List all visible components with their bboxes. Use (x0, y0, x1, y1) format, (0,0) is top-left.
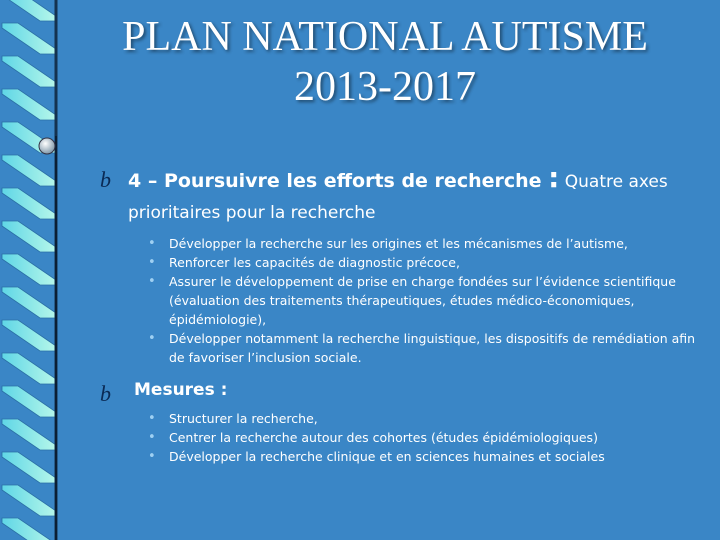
measures-heading: Mesures : (134, 380, 228, 400)
bullet-icon: b (100, 381, 111, 406)
bullet-icon: b (100, 167, 111, 192)
slide-title (60, 12, 710, 112)
list-item: • Renforcer les capacités de diagnostic précoce, (148, 255, 460, 270)
research-heading-colon: : (548, 161, 560, 194)
bullet-dot-icon: • (148, 430, 156, 445)
list-item: • Assurer le développement de prise en charge fondées sur l’évidence scientifique (évaluation des traitements thérapeutiques, études médico-économiques, épidémiologie), (148, 274, 676, 327)
research-heading-tail: Quatre axes prioritaires pour la recherche (128, 172, 668, 223)
list-item: • Centrer la recherche autour des cohortes (études épidémiologiques) (148, 430, 598, 445)
list-item: • Développer la recherche sur les origines et les mécanismes de l’autisme, (148, 236, 628, 251)
bullet-dot-icon: • (148, 236, 156, 251)
research-heading-main: 4 – Poursuivre les efforts de recherche (128, 170, 549, 192)
spiral-binding-decoration (0, 0, 64, 540)
bullet-dot-icon: • (148, 411, 156, 426)
research-heading (128, 163, 700, 228)
bullet-dot-icon: • (148, 274, 156, 289)
list-item: • Développer la recherche clinique et en sciences humaines et sociales (148, 449, 605, 464)
measures-list (148, 409, 700, 466)
title-line-2: 2013-2017 (294, 64, 476, 110)
research-axes-list (148, 234, 700, 367)
list-item: • Structurer la recherche, (148, 411, 318, 426)
list-item: • Développer notamment la recherche linguistique, les dispositifs de remédiation afin de favoriser l’inclusion sociale. (148, 331, 696, 365)
bullet-dot-icon: • (148, 331, 156, 346)
measures-section (100, 377, 700, 466)
research-section (100, 163, 700, 367)
slide-content (100, 163, 700, 466)
bullet-dot-icon: • (148, 255, 156, 270)
bullet-dot-icon: • (148, 449, 156, 464)
title-line-1: PLAN NATIONAL AUTISME (122, 14, 648, 60)
